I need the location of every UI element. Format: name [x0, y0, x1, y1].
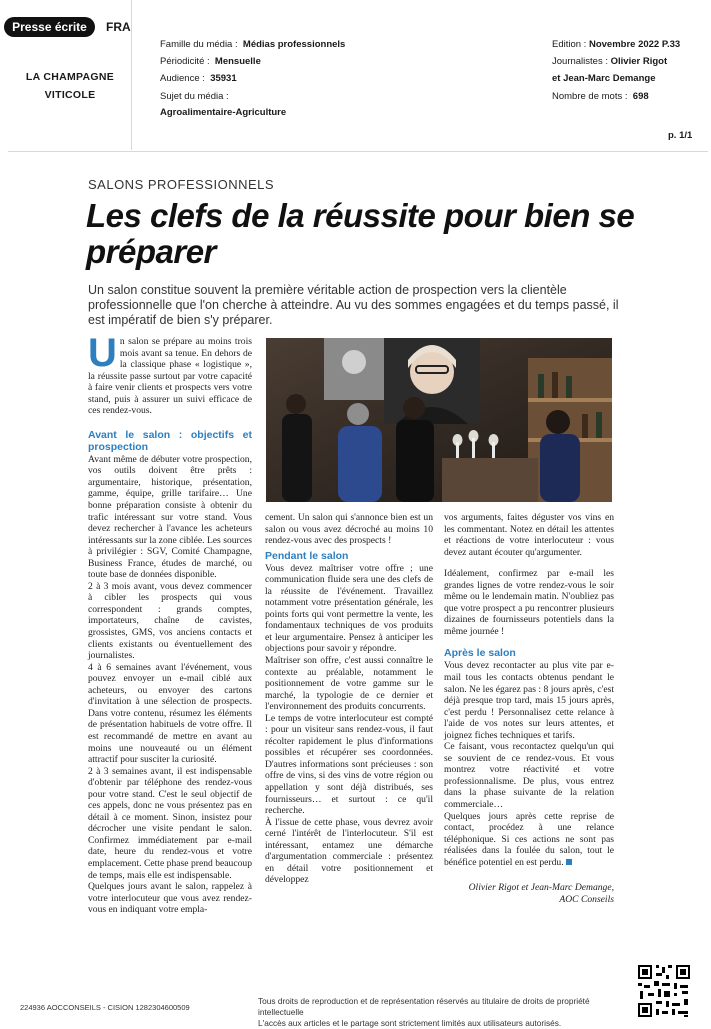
subheading-before-show: Avant le salon : objectifs et prospection	[88, 428, 252, 453]
word-count	[552, 90, 649, 103]
edition-label: Edition :	[552, 39, 587, 50]
signature-company: AOC Conseils	[559, 893, 614, 905]
periodicity-value: Mensuelle	[214, 56, 261, 67]
audience-label: Audience :	[160, 73, 205, 84]
paragraph: À l'issue de cette phase, vous devrez avoir cerné l'intérêt de l'interlocuteur. S'il est intéressant, entamez une démarche d'argumentation commerciale : présentez en détail votre positionnement et développez	[265, 816, 433, 886]
footer-rights	[258, 996, 628, 1029]
media-subject-label: Sujet du média :	[160, 91, 229, 102]
audience-value: 35931	[210, 73, 237, 84]
edition	[552, 38, 680, 51]
media-type-badge: Presse écrite	[4, 17, 95, 37]
publication-name-line1: LA CHAMPAGNE	[25, 71, 115, 83]
media-family	[160, 38, 345, 51]
journalists	[552, 55, 667, 68]
article-column-2	[265, 512, 433, 886]
paragraph: Vous devez maîtriser votre offre ; une communication fluide sera une des clefs de la réussite de l'événement. Travaillez notamment votre présentation générale, les points forts qui vont permettre la vente, les fondamentaux techniques de vos produits et leur argumentaire. Pensez à anticiper les objections pour savoir y répondre.	[265, 562, 433, 655]
journalists-value-continued: et Jean-Marc Demange	[552, 73, 656, 84]
article-headline: Les clefs de la réussite pour bien se préparer	[86, 197, 635, 270]
paragraph: 2 à 3 mois avant, vous devez commencer à cibler les prospects qui vous correspondent : grands comptes, importateurs, chaîne de cavistes, grossistes, GMS, vos anciens contacts et clients existants ou éventuellement des journalistes.	[88, 580, 252, 662]
paragraph: Avant même de débuter votre prospection, vos outils doivent être prêts : argumentaire, historique, présentation, gamme, équipe, grille tarifaire… Une bonne préparation consiste à obtenir du trafic intéressant sur votre stand. Vous devez rechercher à l'avance les acheteurs intéressants sur la zone ciblée. Les sources à privilégier : SGV, Comité Champagne, Business France, études de marché, ou toute base de données disponible.	[88, 453, 252, 581]
journalists-label: Journalistes :	[552, 56, 608, 67]
edition-value: Novembre 2022 P.33	[588, 39, 681, 50]
media-audience	[160, 72, 237, 85]
header-divider-vertical	[131, 0, 132, 150]
media-subject-value: Agroalimentaire-Agriculture	[160, 107, 287, 118]
word-count-value: 698	[632, 91, 649, 102]
intro-paragraph	[88, 331, 252, 417]
intro-text: n salon se prépare au moins trois mois avant sa tenue. En dehors de la classique phase « logistique », la réussite passe surtout par votre capacité à faire venir clients et prospects vers votre stand, puis à assurer un suivi efficace de ces rendez-vous.	[88, 336, 252, 417]
media-family-label: Famille du média :	[160, 39, 238, 50]
subheading-during-show: Pendant le salon	[265, 549, 349, 562]
article-photo	[266, 338, 612, 502]
paragraph: vos arguments, faites déguster vos vins en les commentant. Notez en détail les attentes et réactions de votre interlocuteur : vous devez autant écouter qu'argumenter.	[444, 512, 614, 558]
language-code: FRA	[106, 20, 131, 34]
end-of-article-mark	[566, 859, 572, 865]
subheading-after-show: Après le salon	[444, 647, 516, 660]
paragraph: Maîtriser son offre, c'est aussi connaître le contexte au préalable, notamment le positionnement de votre gamme sur le marché, la typologie de ce dernier et l'environnement des produits concurrents.	[265, 655, 433, 713]
footer-rights-line1: Tous droits de reproduction et de représentation réservés au titulaire de droits de propriété intellectuelle	[258, 996, 590, 1017]
paragraph: Quelques jours avant le salon, rappelez à votre interlocuteur que vous avez rendez-vous en indiquant votre empla-	[88, 881, 252, 916]
media-family-value: Médias professionnels	[242, 39, 346, 50]
article-lead: Un salon constitue souvent la première véritable action de prospection vers la clientèle professionnelle que l'on cherche à atteindre. Au vu des sommes engagées et du temps passé, il est impératif de bien s'y préparer.	[88, 283, 619, 327]
signature-authors: Olivier Rigot et Jean-Marc Demange,	[468, 882, 614, 894]
paragraph	[444, 811, 614, 869]
footer-rights-line2: L'accès aux articles et le partage sont strictement limités aux utilisateurs autorisés.	[258, 1018, 562, 1028]
word-count-label: Nombre de mots :	[552, 91, 628, 102]
article-kicker: SALONS PROFESSIONNELS	[88, 177, 275, 192]
media-periodicity	[160, 55, 261, 68]
paragraph: Idéalement, confirmez par e-mail les grandes lignes de votre rendez-vous le soir même ou le lendemain matin. N'oubliez pas que votre prospect a pu rencontrer plusieurs dizaines de fournisseurs potentiels dans la même journée !	[444, 568, 614, 637]
paragraph: 2 à 3 semaines avant, il est indispensable d'obtenir par téléphone des rendez-vous pour votre stand. C'est le seul objectif de ces appels, donc ne vous présentez pas en détail à ce moment. Sinon, insistez pour décrocher une visite pendant le salon. Confirmez immédiatement par e-mail date, heure du rendez-vous et votre emplacement. Cette phase prend beaucoup de temps, mais elle est indispensable.	[88, 765, 252, 881]
periodicity-label: Périodicité :	[160, 56, 210, 67]
qr-code-icon	[636, 963, 692, 1019]
drop-cap: U	[88, 331, 117, 375]
paragraph: Le temps de votre interlocuteur est compté : pour un visiteur sans rendez-vous, il faut récolter rapidement le plus d'informations possibles et récupérer ses coordonnées. D'autres informations sont précieuses : son offre de vins, si des vins de votre région ou appellation y sont déjà distribués, ses fournisseurs… et surtout : ce qu'il recherche.	[265, 712, 433, 817]
paragraph: cement. Un salon qui s'annonce bien est un salon ou vous avez décroché au moins 10 rendez-vous avec des prospects !	[265, 512, 433, 547]
article-column-1	[88, 331, 252, 916]
journalists-value: Olivier Rigot	[610, 56, 668, 67]
header-divider	[8, 151, 708, 152]
page-number: p. 1/1	[668, 130, 693, 141]
footer-reference: 224936 AOCCONSEILS - CISION 1282304600509	[20, 1003, 190, 1012]
trade-show-photo-illustration	[266, 338, 612, 502]
paragraph: Vous devez recontacter au plus vite par e-mail tous les contacts obtenus pendant le salon. Ne les égarez pas : 8 jours après, c'est déjà presque trop tard, mais 15 jours après, c'est perdu ! Personnalisez cette relance à l'aide de vos notes sur leurs attentes, et joignez fiches techniques et tarifs.	[444, 660, 614, 741]
paragraph: Ce faisant, vous recontactez quelqu'un qui se souvient de ce rendez-vous. Et vous montrez votre réactivité et votre professionnalisme. De plus, vous entrez dans la phase suivante de la relation commerciale…	[444, 741, 614, 811]
qr-code[interactable]	[636, 963, 692, 1019]
publication-name-line2: VITICOLE	[44, 89, 96, 101]
closing-text: Quelques jours après cette reprise de contact, procédez à une relance téléphonique. Si ces actions ne sont pas réalisées dans la foulée du salon, tout le bénéfice potentiel en est perdu.	[444, 810, 614, 868]
paragraph: 4 à 6 semaines avant l'événement, vous pouvez envoyer un e-mail ciblé aux acheteurs, ou envoyer des cartons d'invitation à une sélection de prospects. Dans votre contenu, résumez les éléments de présentation habituels de votre offre. Il est recommandé de mettre en avant au moins une nouveauté ou un élément attractif pour susciter la curiosité.	[88, 661, 252, 766]
article-column-3	[444, 512, 614, 905]
